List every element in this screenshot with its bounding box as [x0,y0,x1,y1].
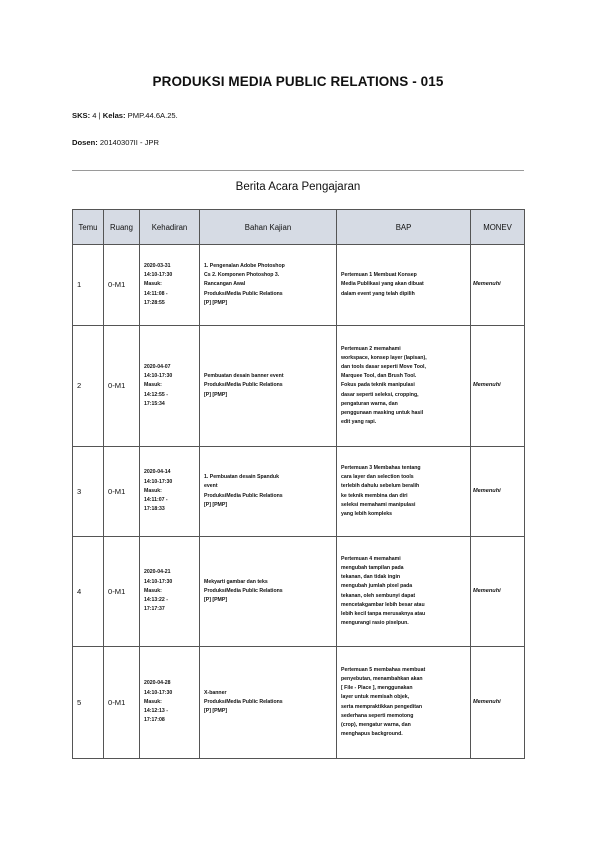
cell-ruang: 0-M1 [104,647,140,759]
cell-kehadiran-line: 14:12:13 - [144,708,168,715]
cell-kehadiran-line: 14:10-17:30 [144,373,173,380]
cell-kehadiran-line: 17:17:37 [144,606,165,613]
cell-kehadiran-line: 14:13:22 - [144,597,168,604]
cell-bahan-kajian-line: ProduksiMedia Public Relations [204,698,283,705]
cell-kehadiran-line: 14:10-17:30 [144,272,173,279]
cell-bap-line: menghapus background. [341,731,403,738]
cell-kehadiran-line: Masuk: [144,587,162,594]
cell-bap-line: mencetakgambar lebih besar atau [341,601,425,608]
table-row [73,447,525,537]
table-header-row [73,210,525,245]
cell-bap-line: dan tools dasar seperti Move Tool, [341,363,426,370]
cell-monev: Memenuhi [471,326,525,447]
cell-bahan-kajian [200,245,337,326]
cell-bap-line: lebih kecil tanpa merusaknya atau [341,610,426,617]
bap-table [72,209,525,759]
header-ruang: Ruang [104,210,140,245]
cell-bahan-kajian-line: X-banner [204,689,227,696]
cell-bap-line: seleksi memahami manipulasi [341,501,416,508]
cell-kehadiran [140,537,200,647]
table-row [73,537,525,647]
cell-bap-line: dalam event yang telah dipilih [341,290,415,297]
cell-bap-line: workspace, konsep layer (lapisan), [341,354,427,361]
cell-kehadiran-line: Masuk: [144,382,162,389]
cell-bap-line: mengurangi rasio pixelpun. [341,620,409,627]
cell-ruang: 0-M1 [104,537,140,647]
course-info [72,111,178,120]
table-row [73,647,525,759]
document-title: PRODUKSI MEDIA PUBLIC RELATIONS - 015 [152,74,444,89]
cell-bap-line: pengaturan warna, dan [341,400,398,407]
table-row [73,245,525,326]
cell-bahan-kajian-line: ProduksiMedia Public Relations [204,587,283,594]
cell-temu: 4 [73,537,104,647]
sks-label: SKS: [72,111,91,120]
cell-kehadiran [140,326,200,447]
cell-kehadiran [140,647,200,759]
cell-monev: Memenuhi [471,647,525,759]
cell-kehadiran [140,447,200,537]
cell-kehadiran-line: 2020-04-07 [144,363,171,370]
cell-bahan-kajian [200,537,337,647]
cell-kehadiran-line: 17:15:34 [144,400,165,407]
header-monev: MONEV [471,210,525,245]
cell-bap-line: terlebih dahulu sebelum beralih [341,483,420,490]
cell-temu: 1 [73,245,104,326]
cell-bap [337,245,471,326]
cell-bap-line: Fokus pada teknik manipulasi [341,382,415,389]
cell-kehadiran-line: 17:18:33 [144,506,165,513]
separator: | [98,111,101,120]
cell-bahan-kajian-line: ProduksiMedia Public Relations [204,492,283,499]
cell-bap-line: Media Publikasi yang akan dibuat [341,281,424,288]
cell-bahan-kajian-line: 1. Pengenalan Adobe Photoshop [204,262,285,269]
cell-kehadiran-line: Masuk: [144,487,162,494]
cell-kehadiran-line: 14:10-17:30 [144,689,173,696]
cell-bahan-kajian [200,447,337,537]
cell-bahan-kajian-line: Rancangan Awal [204,281,246,288]
cell-bap-line: (crop), mengatur warna, dan [341,721,411,728]
cell-bap-line: cara layer dan selection tools [341,474,414,481]
sks-value: 4 [92,111,97,120]
header-temu: Temu [73,210,104,245]
cell-monev: Memenuhi [471,447,525,537]
cell-bap-line: layer untuk memisah objek, [341,694,410,701]
cell-bap [337,447,471,537]
cell-kehadiran-line: 14:11:08 - [144,290,168,297]
header-bahan-kajian: Bahan Kajian [200,210,337,245]
cell-bap-line: dasar seperti seleksi, cropping, [341,391,419,398]
cell-bap-line: edit yang rapi. [341,419,377,426]
cell-kehadiran-line: 17:17:08 [144,717,165,724]
lecturer-info [72,138,159,147]
dosen-label: Dosen: [72,138,98,147]
cell-bahan-kajian-line: [P] [PMP] [204,597,228,604]
cell-kehadiran-line: 14:10-17:30 [144,578,173,585]
cell-bahan-kajian [200,647,337,759]
cell-monev: Memenuhi [471,245,525,326]
cell-bap [337,647,471,759]
divider [72,170,524,171]
cell-bap-line: Pertemuan 4 memahami [341,555,401,562]
table-row [73,326,525,447]
cell-bahan-kajian-line: ProduksiMedia Public Relations [204,290,283,297]
cell-bahan-kajian-line: event [204,483,218,490]
cell-temu: 3 [73,447,104,537]
cell-bahan-kajian-line: Cs 2. Komponen Photoshop 3. [204,272,280,279]
cell-bahan-kajian-line: [P] [PMP] [204,708,228,715]
cell-bap [337,537,471,647]
cell-kehadiran-line: 2020-04-14 [144,469,171,476]
kelas-label: Kelas: [102,111,126,120]
cell-kehadiran-line: 2020-04-21 [144,569,171,576]
cell-bahan-kajian-line: 1. Pembuatan desain Spanduk [204,474,279,481]
cell-bap-line: Pertemuan 3 Membahas tentang [341,464,421,471]
cell-bahan-kajian-line: Mekyarti gambar dan teks [204,578,268,585]
cell-bahan-kajian-line: [P] [PMP] [204,501,228,508]
cell-ruang: 0-M1 [104,326,140,447]
cell-bap-line: [ File - Place ], menggunakan [341,685,413,692]
cell-bap-line: mengubah tampilan pada [341,564,404,571]
cell-temu: 2 [73,326,104,447]
cell-bap-line: Marquee Tool, dan Brush Tool. [341,373,417,380]
cell-temu: 5 [73,647,104,759]
section-title: Berita Acara Pengajaran [235,181,361,193]
cell-bap-line: Pertemuan 5 membahas membuat [341,666,426,673]
cell-kehadiran-line: 14:12:55 - [144,391,168,398]
cell-kehadiran-line: 2020-03-31 [144,262,171,269]
cell-kehadiran-line: Masuk: [144,698,162,705]
header-bap: BAP [337,210,471,245]
cell-bap-line: sederhana seperti memotong [341,712,414,719]
cell-bap-line: serta mempraktikkan pengeditan [341,703,423,710]
cell-bap-line: tekanan, oleh sembunyi dapat [341,592,416,599]
cell-bahan-kajian-line: [P] [PMP] [204,391,228,398]
cell-kehadiran-line: Masuk: [144,281,162,288]
cell-kehadiran-line: 14:11:07 - [144,497,168,504]
cell-bap-line: Pertemuan 1 Membuat Konsep [341,272,417,279]
dosen-value: 20140307II - JPR [99,138,159,147]
kelas-value: PMP.44.6A.25. [127,111,178,120]
cell-kehadiran [140,245,200,326]
cell-ruang: 0-M1 [104,447,140,537]
cell-bap [337,326,471,447]
cell-kehadiran-line: 2020-04-28 [144,680,171,687]
cell-ruang: 0-M1 [104,245,140,326]
cell-bahan-kajian-line: [P] [PMP] [204,299,228,306]
cell-bap-line: mengubah jumlah pixel pada [341,583,413,590]
cell-bahan-kajian-line: ProduksiMedia Public Relations [204,382,283,389]
cell-bap-line: penggunaan masking untuk hasil [341,410,424,416]
cell-bap-line: ke teknik membina dan diri [341,492,408,499]
cell-bahan-kajian-line: Pembuatan desain banner event [204,373,284,380]
cell-kehadiran-line: 14:10-17:30 [144,478,173,485]
cell-kehadiran-line: 17:28:55 [144,299,165,306]
cell-bap-line: Pertemuan 2 memahami [341,345,401,352]
cell-monev: Memenuhi [471,537,525,647]
cell-bap-line: yang lebih kompleks [341,510,393,517]
cell-bap-line: penyebutan, menambahkan akan [341,675,423,682]
header-kehadiran: Kehadiran [140,210,200,245]
cell-bap-line: tekanan, dan tidak ingin [341,574,401,581]
cell-bahan-kajian [200,326,337,447]
